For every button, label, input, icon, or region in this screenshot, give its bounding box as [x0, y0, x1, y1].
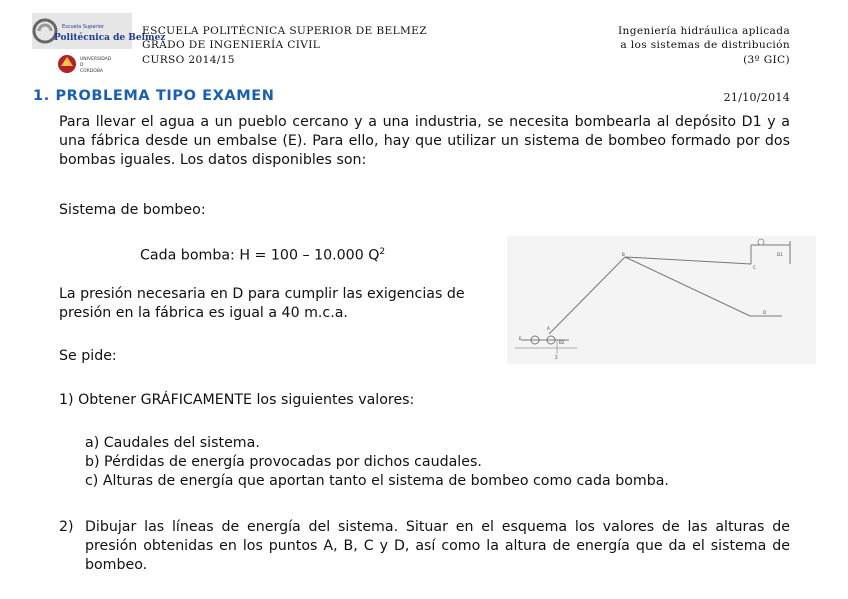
- section-date: 21/10/2014: [723, 91, 790, 104]
- question-1c: c) Alturas de energía que aportan tanto el sistema de bombeo como cada bomba.: [85, 473, 669, 489]
- course-year: CURSO 2014/15: [142, 53, 235, 66]
- section-title: 1. PROBLEMA TIPO EXAMEN: [33, 88, 275, 104]
- label-E: E: [519, 336, 522, 341]
- svg-text:Escuela Superior: Escuela Superior: [62, 24, 104, 30]
- question-1: 1) Obtener GRÁFICAMENTE los siguientes valores:: [59, 392, 415, 408]
- label-A: A: [547, 326, 550, 331]
- hydraulic-scheme-diagram: [507, 236, 816, 364]
- svg-text:D: D: [80, 63, 84, 68]
- pressure-requirement: La presión necesaria en D para cumplir las exigencias de presión en la fábrica es igual a 40 m.c.a.: [59, 286, 465, 321]
- pump-equation: [140, 243, 385, 266]
- header-subject-info: [618, 24, 790, 67]
- pump-curve: H = 100 – 10.000 Q: [239, 247, 380, 264]
- label-B2: B2: [559, 340, 565, 345]
- degree-name: GRADO DE INGENIERÍA CIVIL: [142, 39, 321, 52]
- eps-belmez-logo: [32, 13, 166, 49]
- pumping-system-heading: Sistema de bombeo:: [59, 202, 206, 218]
- intro-paragraph: Para llevar el agua a un pueblo cercano y a una industria, se necesita bombearla al depósito D1 y a una fábrica desde un embalse (E). Para ello, hay que utilizar un sistema de bombeo formado por dos bombas iguales. Los datos disponibles son:: [59, 114, 790, 168]
- requested-heading: Se pide:: [59, 348, 117, 364]
- label-D: D: [763, 310, 767, 315]
- svg-text:CÓRDOBA: CÓRDOBA: [80, 69, 103, 74]
- subject-line-1: Ingeniería hidráulica aplicada: [618, 25, 790, 37]
- subject-line-2: a los sistemas de distribución: [620, 39, 790, 52]
- question-1a: a) Caudales del sistema.: [85, 435, 260, 451]
- question-1-items: [85, 434, 669, 491]
- header-school-info: [142, 24, 427, 67]
- question-1b: b) Pérdidas de energía provocadas por dichos caudales.: [85, 454, 482, 470]
- question-2-number: 2): [59, 519, 74, 535]
- uco-logo: [57, 52, 113, 76]
- pump-label: Cada bomba:: [140, 247, 235, 264]
- svg-text:Politécnica de Belmez: Politécnica de Belmez: [54, 33, 166, 43]
- subject-line-3: (3º GIC): [743, 53, 790, 66]
- pump-curve-exponent: 2: [379, 247, 386, 257]
- question-2: Dibujar las líneas de energía del sistema. Situar en el esquema los valores de las alturas de presión obtenidas en los puntos A, B, C y D, así como la altura de energía que da el sistema de bombeo.: [85, 519, 790, 573]
- label-D1: D1: [777, 252, 783, 257]
- label-B: B: [622, 252, 625, 257]
- school-name: ESCUELA POLITÉCNICA SUPERIOR DE BELMEZ: [142, 25, 427, 37]
- svg-text:UNIVERSIDAD: UNIVERSIDAD: [80, 57, 112, 62]
- label-C: C: [753, 265, 756, 270]
- label-Z: Z: [555, 355, 558, 360]
